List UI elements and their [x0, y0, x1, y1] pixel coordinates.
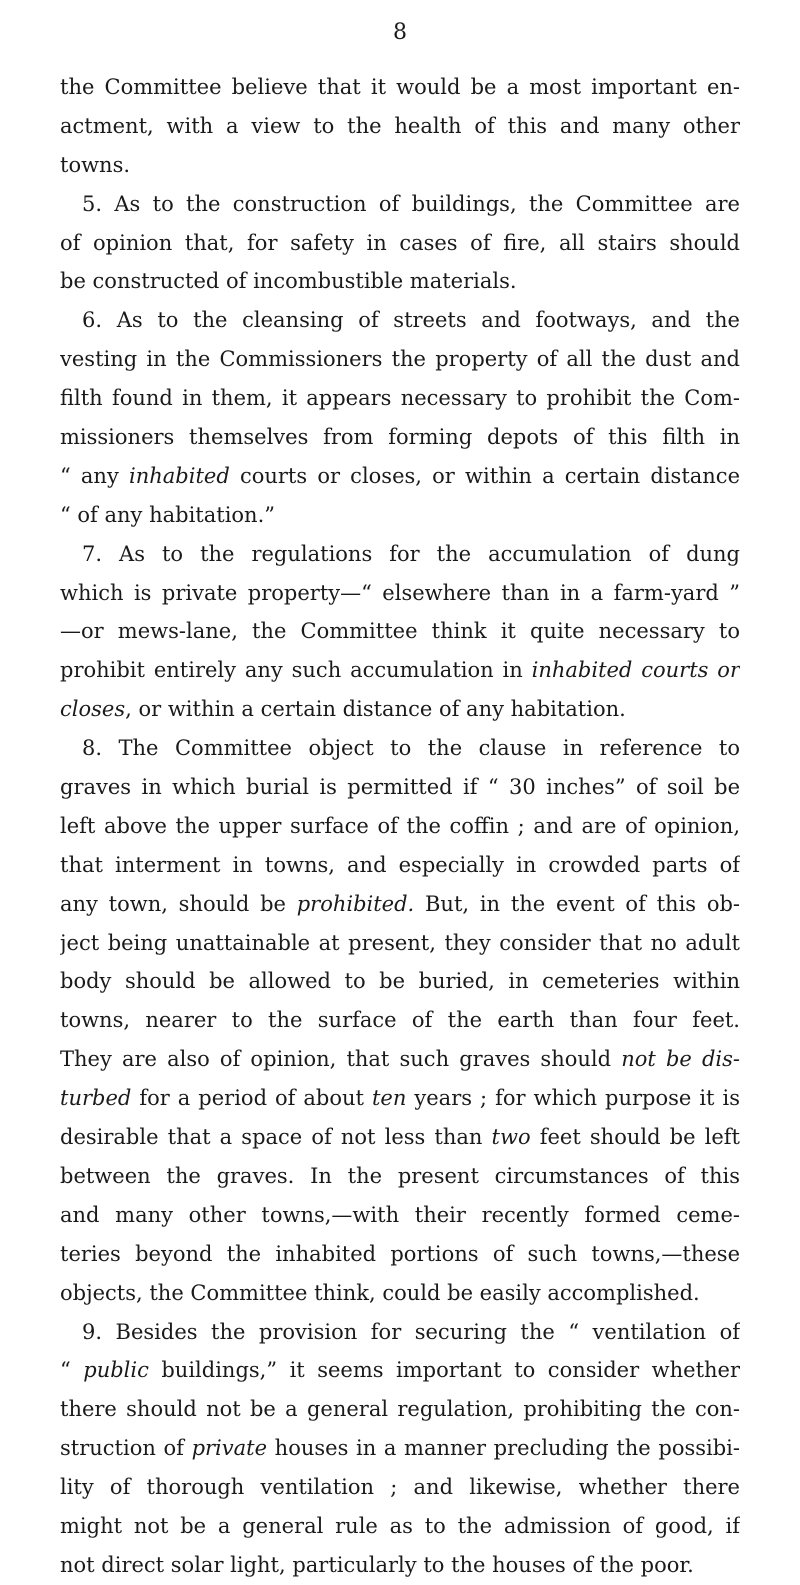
text-line	[60, 68, 740, 107]
text-segment: between the graves. In the present circumstances of this	[60, 1163, 740, 1188]
text-segment: “ of any habitation.”	[60, 502, 275, 527]
italic-text: not be dis-	[621, 1047, 740, 1072]
italic-text: ten	[371, 1086, 407, 1111]
text-segment: there should not be a general regulation, prohibiting the con-	[60, 1397, 740, 1422]
text-line	[60, 807, 740, 846]
text-segment: be constructed of incombustible materials.	[60, 269, 517, 294]
italic-text: private	[191, 1436, 268, 1461]
text-line	[60, 1040, 740, 1079]
text-line	[60, 1429, 740, 1468]
text-segment: any town, should be	[60, 891, 297, 916]
text-line	[60, 496, 740, 535]
text-segment: , or within a certain distance of any habitation.	[125, 697, 626, 722]
text-segment: objects, the Committee think, could be easily accomplished.	[60, 1280, 700, 1305]
text-segment: years ; for which purpose it is	[406, 1086, 740, 1111]
italic-text: inhabited courts or	[531, 658, 740, 683]
text-line	[60, 1001, 740, 1040]
text-segment: towns.	[60, 152, 131, 177]
text-line	[60, 185, 740, 224]
text-line	[60, 1118, 740, 1157]
text-line	[60, 418, 740, 457]
text-line	[60, 1546, 740, 1585]
text-segment: “	[60, 1358, 84, 1383]
text-segment: courts or closes, or within a certain distance	[229, 463, 740, 488]
italic-text: inhabited	[129, 463, 230, 488]
text-line	[60, 340, 740, 379]
text-segment: left above the upper surface of the coffin ; and are of opinion,	[60, 813, 740, 838]
text-line	[60, 1274, 740, 1313]
italic-text: prohibited.	[296, 891, 415, 916]
text-line	[60, 1507, 740, 1546]
text-segment: lity of thorough ventilation ; and likewise, whether there	[60, 1475, 740, 1500]
text-segment: ject being unattainable at present, they consider that no adult	[60, 930, 740, 955]
text-segment: houses in a manner precluding the possibi-	[267, 1436, 740, 1461]
text-line	[60, 651, 740, 690]
text-line	[60, 1196, 740, 1235]
text-segment: filth found in them, it appears necessary to prohibit the Com-	[60, 386, 740, 411]
text-segment: teries beyond the inhabited portions of such towns,—these	[60, 1241, 740, 1266]
body-text	[60, 68, 740, 1585]
italic-text: closes	[60, 697, 126, 722]
text-line	[60, 1157, 740, 1196]
text-line	[60, 768, 740, 807]
text-line	[60, 1390, 740, 1429]
text-segment: struction of	[60, 1436, 192, 1461]
text-segment: that interment in towns, and especially in crowded parts of	[60, 852, 740, 877]
text-segment: for a period of about	[131, 1086, 372, 1111]
text-line	[60, 262, 740, 301]
text-segment: They are also of opinion, that such graves should	[60, 1047, 622, 1072]
italic-text: two	[491, 1125, 531, 1150]
text-line	[60, 146, 740, 185]
italic-text: public	[83, 1358, 149, 1383]
text-line	[60, 962, 740, 1001]
text-line	[60, 457, 740, 496]
text-segment: graves in which burial is permitted if “ 30 inches” of soil be	[60, 775, 740, 800]
text-segment: “ any	[60, 463, 130, 488]
italic-text: turbed	[60, 1086, 132, 1111]
text-segment: missioners themselves from forming depots of this filth in	[60, 425, 740, 450]
page-number: 8	[393, 20, 407, 45]
text-segment: 8. The Committee object to the clause in reference to	[82, 736, 740, 761]
text-segment: 6. As to the cleansing of streets and footways, and the	[82, 308, 740, 333]
text-segment: prohibit entirely any such accumulation in	[60, 658, 532, 683]
text-segment: of opinion that, for safety in cases of fire, all stairs should	[60, 230, 740, 255]
text-segment: not direct solar light, particularly to the houses of the poor.	[60, 1552, 694, 1577]
text-line	[60, 535, 740, 574]
text-line	[60, 1235, 740, 1274]
text-line	[60, 729, 740, 768]
text-line	[60, 574, 740, 613]
text-segment: —or mews-lane, the Committee think it quite necessary to	[60, 619, 740, 644]
text-line	[60, 107, 740, 146]
text-segment: buildings,” it seems important to consider whether	[148, 1358, 740, 1383]
text-line	[60, 1313, 740, 1352]
text-segment: might not be a general rule as to the admission of good, if	[60, 1513, 740, 1538]
text-line	[60, 690, 740, 729]
text-line	[60, 885, 740, 924]
text-segment: the Committee believe that it would be a most important en-	[60, 75, 740, 99]
text-line	[60, 379, 740, 418]
text-segment: and many other towns,—with their recently formed ceme-	[60, 1202, 740, 1227]
text-line	[60, 1079, 740, 1118]
text-segment: But, in the event of this ob-	[414, 891, 740, 916]
text-line	[60, 1468, 740, 1507]
text-line	[60, 224, 740, 263]
text-segment: 7. As to the regulations for the accumulation of dung	[82, 541, 740, 566]
text-line	[60, 1351, 740, 1390]
text-segment: which is private property—“ elsewhere than in a farm-yard ”	[60, 580, 740, 605]
text-line	[60, 612, 740, 651]
text-segment: towns, nearer to the surface of the earth than four feet.	[60, 1008, 740, 1033]
text-segment: actment, with a view to the health of this and many other	[60, 113, 740, 138]
text-segment: 9. Besides the provision for securing the “ ventilation of	[82, 1319, 740, 1344]
text-line	[60, 846, 740, 885]
text-segment: feet should be left	[530, 1125, 740, 1150]
text-segment: body should be allowed to be buried, in cemeteries within	[60, 969, 740, 994]
text-segment: desirable that a space of not less than	[60, 1125, 492, 1150]
text-line	[60, 301, 740, 340]
text-segment: 5. As to the construction of buildings, the Committee are	[82, 191, 740, 216]
text-line	[60, 924, 740, 963]
text-segment: vesting in the Commissioners the property of all the dust and	[60, 347, 740, 372]
